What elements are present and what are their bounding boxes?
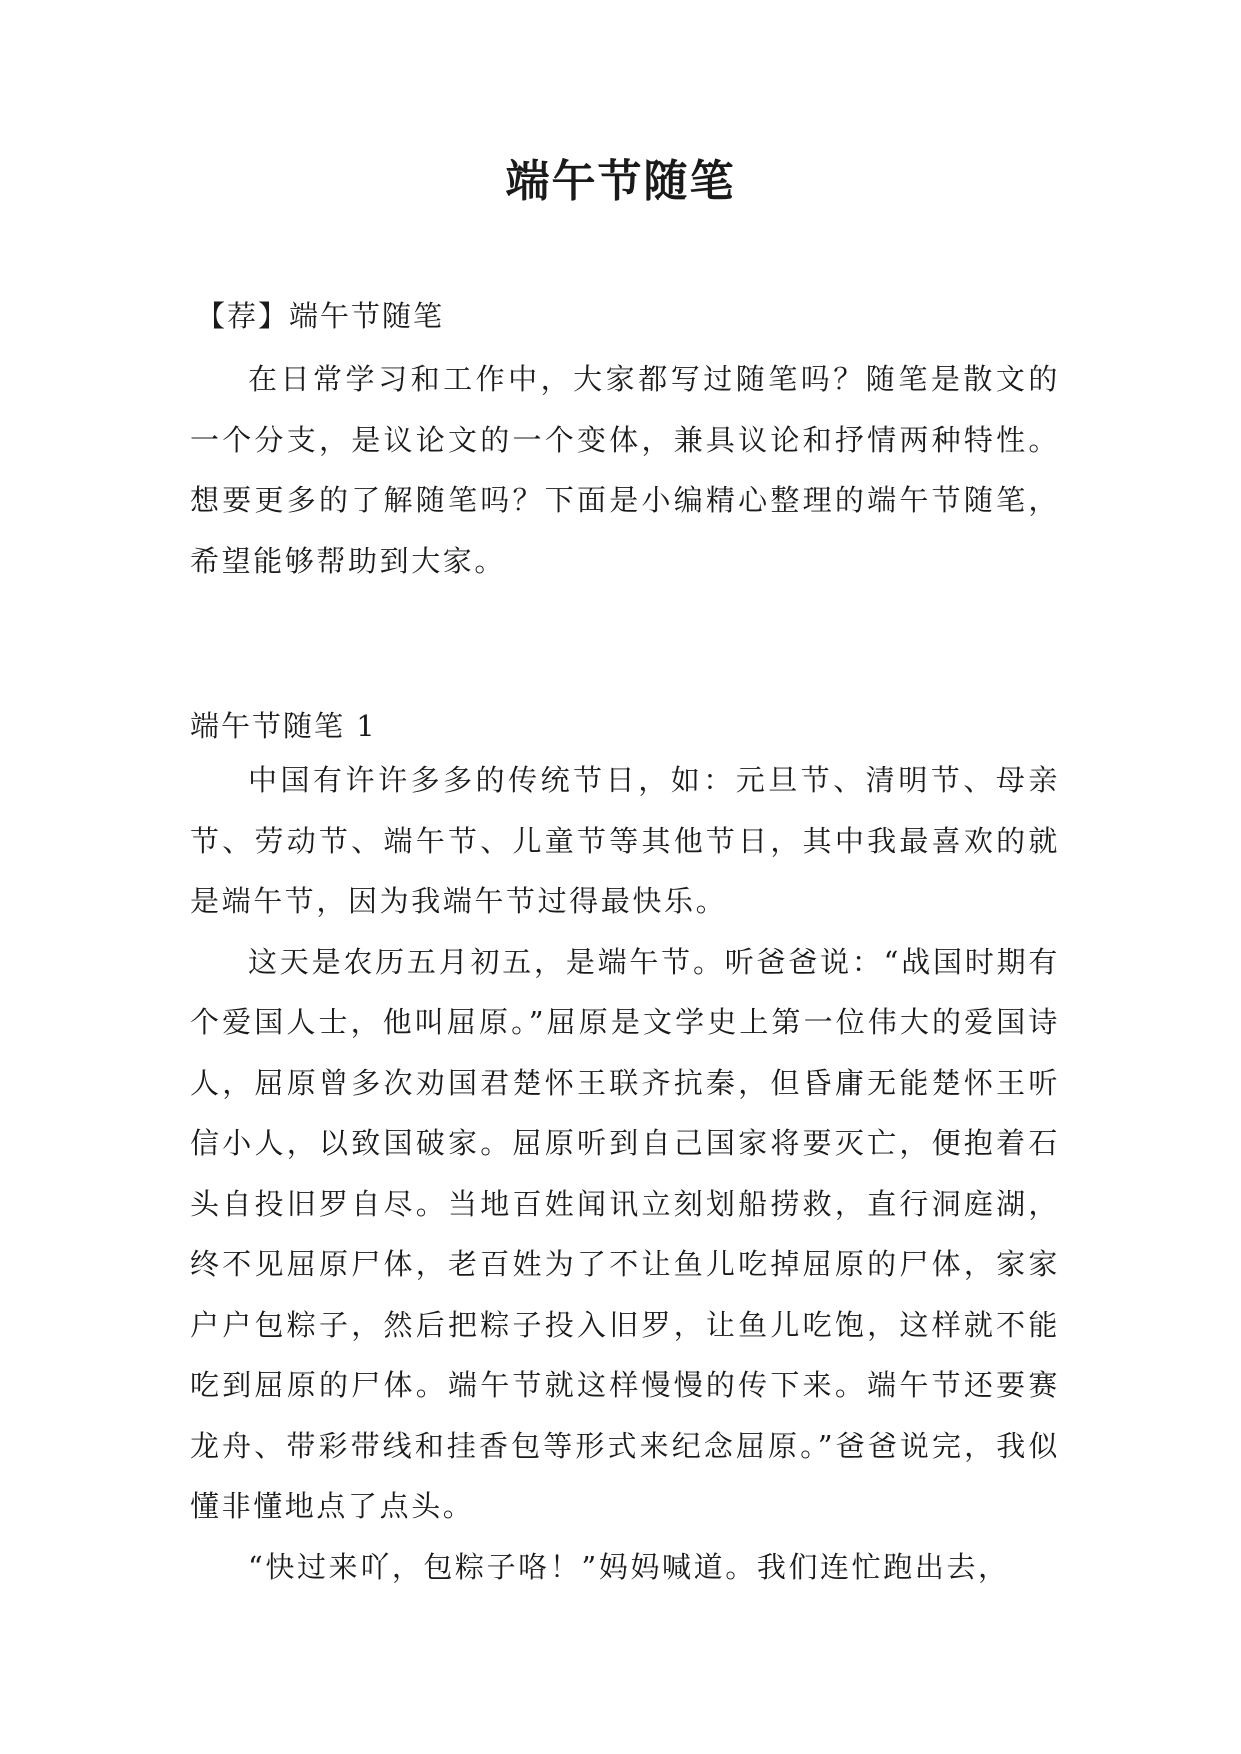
intro-paragraph: 在日常学习和工作中，大家都写过随笔吗？随笔是散文的一个分支，是议论文的一个变体，兼具议论和抒情两种特性。想要更多的了解随笔吗？下面是小编精心整理的端午节随笔，希望能够帮助到大家。 xyxy=(190,362,1060,578)
document-title: 端午节随笔 xyxy=(505,156,736,207)
essay-body xyxy=(190,750,1060,1597)
essay-paragraph-3: “快过来吖，包粽子咯！”妈妈喊道。我们连忙跑出去， xyxy=(248,1549,1010,1584)
intro-block xyxy=(190,349,1060,591)
essay-paragraph-1: 中国有许许多多的传统节日，如：元旦节、清明节、母亲节、劳动节、端午节、儿童节等其他节日，其中我最喜欢的就是端午节，因为我端午节过得最快乐。 xyxy=(190,763,1060,918)
section-heading: 端午节随笔 1 xyxy=(190,709,377,743)
essay-paragraph-2: 这天是农历五月初五，是端午节。听爸爸说：“战国时期有个爱国人士，他叫屈原。”屈原是文学史上第一位伟大的爱国诗人，屈原曾多次劝国君楚怀王联齐抗秦，但昏庸无能楚怀王听信小人，以致国破家。屈原听到自己国家将要灭亡，便抱着石头自投旧罗自尽。当地百姓闻讯立刻划船捞救，直行洞庭湖，终不见屈原尸体，老百姓为了不让鱼儿吃掉屈原的尸体，家家户户包粽子，然后把粽子投入旧罗，让鱼儿吃饱，这样就不能吃到屈原的尸体。端午节就这样慢慢的传下来。端午节还要赛龙舟、带彩带线和挂香包等形式来纪念屈原。”爸爸说完，我似懂非懂地点了点头。 xyxy=(190,944,1060,1523)
document-subtitle: 【荐】端午节随笔 xyxy=(196,299,445,333)
